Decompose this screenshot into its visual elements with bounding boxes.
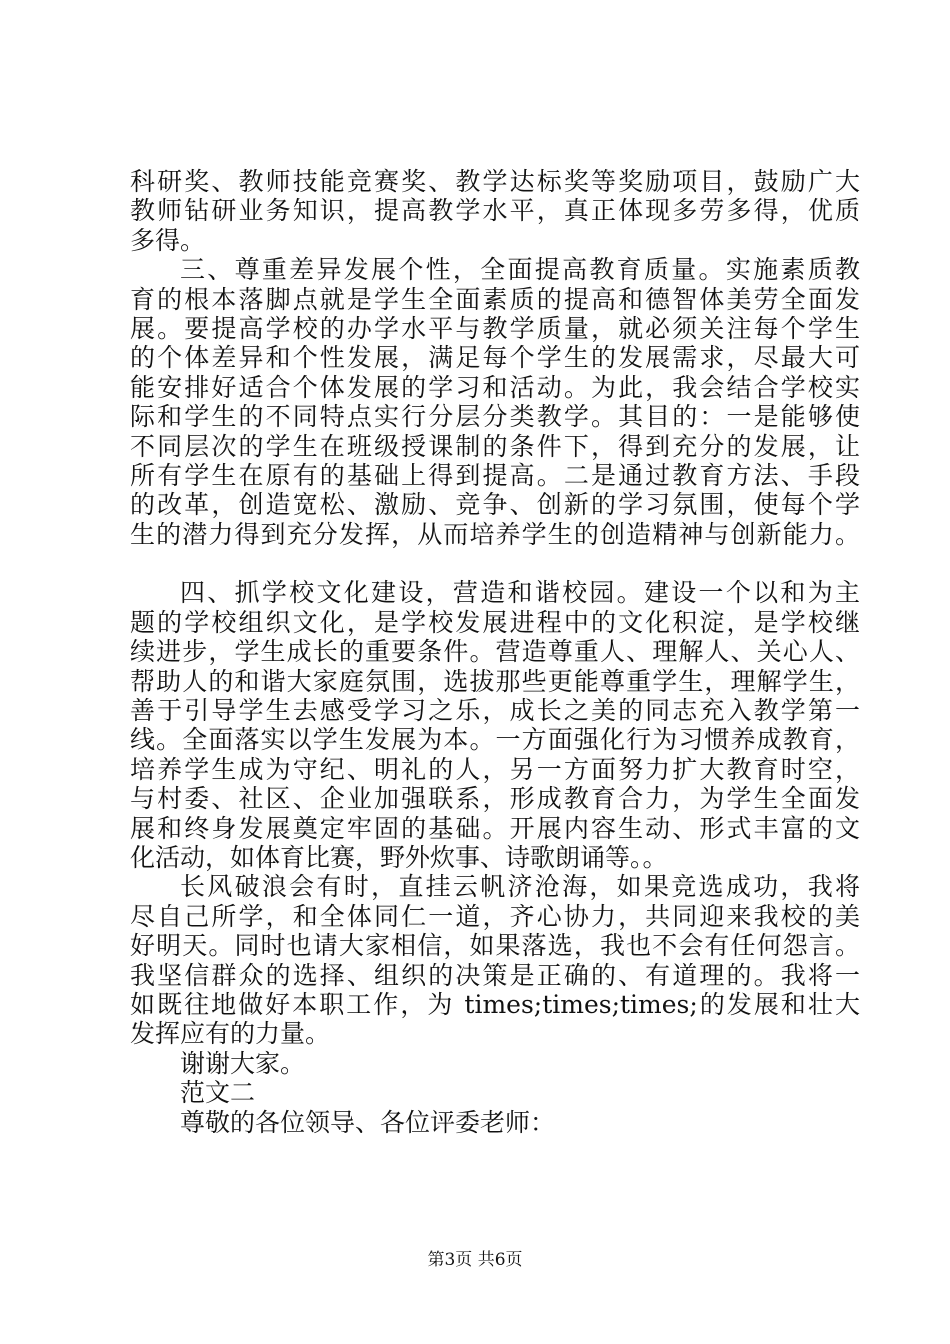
text-line: 题的学校组织文化，是学校发展进程中的文化积淀，是学校继 (130, 607, 860, 637)
text-line: 培养学生成为守纪、明礼的人，另一方面努力扩大教育时空， (130, 754, 860, 784)
text-line: 生的潜力得到充分发挥，从而培养学生的创造精神与创新能力。 (130, 519, 860, 549)
text-line: 四、抓学校文化建设，营造和谐校园。建设一个以和为主 (180, 578, 860, 608)
text-line: 续进步，学生成长的重要条件。营造尊重人、理解人、关心人、 (130, 637, 860, 667)
text-line: 好明天。同时也请大家相信，如果落选，我也不会有任何怨言。 (130, 931, 860, 961)
paragraph-four (130, 578, 860, 872)
salutation-line: 尊敬的各位领导、各位评委老师： (180, 1107, 556, 1137)
text-line: 教师钻研业务知识，提高教学水平，真正体现多劳多得，优质 (130, 196, 860, 226)
text-line: 展和终身发展奠定牢固的基础。开展内容生动、形式丰富的文 (130, 813, 860, 843)
text-line: 线。全面落实以学生发展为本。一方面强化行为习惯养成教育， (130, 725, 860, 755)
text-line: 我坚信群众的选择、组织的决策是正确的、有道理的。我将一 (130, 960, 860, 990)
text-line: 的个体差异和个性发展，满足每个学生的发展需求，尽最大可 (130, 343, 860, 373)
text-line: 多得。 (130, 225, 206, 255)
document-body (130, 167, 860, 1137)
text-line: 帮助人的和谐大家庭氛围，选拔那些更能尊重学生，理解学生， (130, 666, 860, 696)
text-line: 际和学生的不同特点实行分层分类教学。其目的：一是能够使 (130, 402, 860, 432)
text-line: 与村委、社区、企业加强联系，形成教育合力，为学生全面发 (130, 784, 860, 814)
text-line: 能安排好适合个体发展的学习和活动。为此，我会结合学校实 (130, 372, 860, 402)
text-line: 善于引导学生去感受学习之乐，成长之美的同志充入教学第一 (130, 696, 860, 726)
text-line: 发挥应有的力量。 (130, 1019, 331, 1049)
sample-heading: 范文二 (180, 1078, 256, 1108)
thanks-line: 谢谢大家。 (180, 1048, 306, 1078)
text-line: 如既往地做好本职工作，为 times;times;times;的发展和壮大 (130, 989, 860, 1019)
page-number: 第3页 共6页 (427, 1250, 523, 1270)
text-line: 长风破浪会有时，直挂云帆济沧海，如果竞选成功，我将 (180, 872, 860, 902)
text-line: 育的根本落脚点就是学生全面素质的提高和德智体美劳全面发 (130, 284, 860, 314)
text-line: 尽自己所学，和全体同仁一道，齐心协力，共同迎来我校的美 (130, 901, 860, 931)
text-line: 所有学生在原有的基础上得到提高。二是通过教育方法、手段 (130, 460, 860, 490)
paragraph-five (130, 872, 860, 1048)
text-line: 化活动，如体育比赛，野外炊事、诗歌朗诵等。。 (130, 842, 668, 872)
text-line: 的改革，创造宽松、激励、竞争、创新的学习氛围，使每个学 (130, 490, 860, 520)
paragraph-continued (130, 167, 860, 255)
text-line: 科研奖、教师技能竞赛奖、教学达标奖等奖励项目，鼓励广大 (130, 167, 860, 196)
text-line: 三、尊重差异发展个性，全面提高教育质量。实施素质教 (180, 255, 860, 285)
paragraph-three (130, 255, 860, 549)
text-line: 展。要提高学校的办学水平与教学质量，就必须关注每个学生 (130, 313, 860, 343)
paragraph-spacer (130, 549, 860, 578)
text-line: 不同层次的学生在班级授课制的条件下，得到充分的发展，让 (130, 431, 860, 461)
